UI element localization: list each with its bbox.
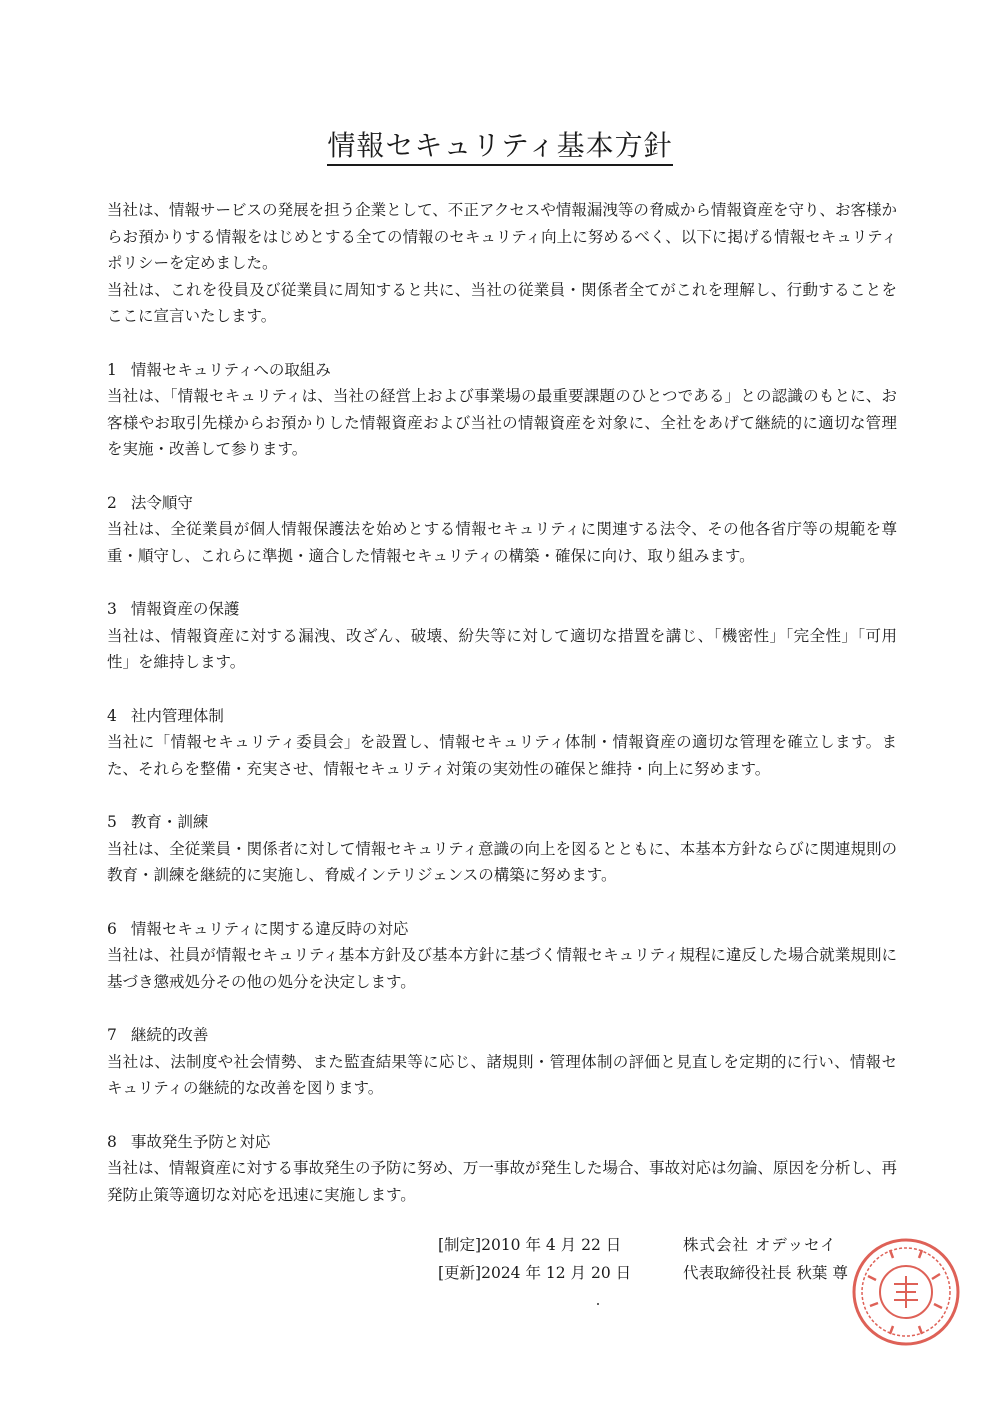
company-seal-icon	[850, 1236, 962, 1348]
section-title: 情報資産の保護	[130, 600, 240, 618]
section-title: 教育・訓練	[130, 813, 209, 831]
section-text: 当社に「情報セキュリティ委員会」を設置し、情報セキュリティ体制・情報資産の適切な管理を確立します。また、それらを整備・充実させ、情報セキュリティ対策の実効性の確保と維持・向上に努めます。	[107, 733, 897, 778]
section-text: 当社は、法制度や社会情勢、また監査結果等に応じ、諸規則・管理体制の評価と見直しを定期的に行い、情報セキュリティの継続的な改善を図ります。	[107, 1052, 897, 1097]
section-number: 6	[107, 919, 117, 938]
policy-section-2	[107, 490, 897, 570]
section-heading	[107, 809, 897, 836]
policy-section-8	[107, 1129, 897, 1209]
policy-section-1	[107, 357, 897, 463]
updated-date: [更新]2024 年 12 月 20 日	[438, 1264, 632, 1282]
section-heading	[107, 490, 897, 517]
section-heading	[107, 596, 897, 623]
section-text: 当社は、情報資産に対する事故発生の予防に努め、万一事故が発生した場合、事故対応は勿論、原因を分析し、再発防止策等適切な対応を迅速に実施します。	[107, 1159, 897, 1204]
document-body	[107, 197, 897, 1208]
representative-name: 代表取締役社長 秋葉 尊	[683, 1264, 848, 1282]
section-number: 5	[107, 813, 117, 831]
section-number: 7	[107, 1026, 117, 1044]
signature-row-established	[438, 1231, 848, 1259]
section-heading	[107, 916, 897, 943]
section-text: 当社は、社員が情報セキュリティ基本方針及び基本方針に基づく情報セキュリティ規程に違反した場合就業規則に基づき懲戒処分その他の処分を決定します。	[107, 946, 897, 991]
section-heading	[107, 1022, 897, 1049]
section-title: 法令順守	[130, 493, 193, 512]
intro	[107, 197, 897, 330]
policy-section-4	[107, 703, 897, 783]
section-number: 8	[107, 1132, 117, 1151]
policy-section-3	[107, 596, 897, 676]
policy-section-7	[107, 1022, 897, 1102]
section-number: 3	[107, 600, 117, 618]
section-title: 事故発生予防と対応	[130, 1132, 271, 1151]
signature-row-updated	[438, 1259, 848, 1287]
section-number: 2	[107, 493, 117, 512]
section-text: 当社は、全従業員が個人情報保護法を始めとする情報セキュリティに関連する法令、その他各省庁等の規範を尊重・順守し、これらに準拠・適合した情報セキュリティの構築・確保に向け、取り組みます。	[107, 520, 897, 565]
section-text: 当社は、情報資産に対する漏洩、改ざん、破壊、紛失等に対して適切な措置を講じ、「機密性」「完全性」「可用性」を維持します。	[107, 626, 897, 671]
section-heading	[107, 703, 897, 730]
company-name: 株式会社 オデッセイ	[683, 1236, 837, 1254]
established-date: [制定]2010 年 4 月 22 日	[438, 1236, 622, 1254]
section-title: 情報セキュリティに関する違反時の対応	[130, 919, 409, 938]
section-text: 当社は、全従業員・関係者に対して情報セキュリティ意識の向上を図るとともに、本基本方針ならびに関連規則の教育・訓練を継続的に実施し、脅威インテリジェンスの構築に努めます。	[107, 839, 897, 884]
section-title: 継続的改善	[130, 1026, 209, 1044]
document-title	[0, 124, 1000, 164]
section-title: 社内管理体制	[130, 706, 224, 725]
signature-block	[438, 1231, 848, 1287]
section-heading	[107, 1129, 897, 1156]
policy-section-5	[107, 809, 897, 889]
policy-section-6	[107, 916, 897, 996]
section-heading	[107, 357, 897, 384]
scan-speck	[597, 1303, 599, 1305]
intro-paragraph: 当社は、これを役員及び従業員に周知すると共に、当社の従業員・関係者全てがこれを理解し、行動することをここに宣言いたします。	[107, 280, 897, 325]
section-number: 1	[107, 360, 117, 379]
section-text: 当社は、「情報セキュリティは、当社の経営上および事業場の最重要課題のひとつである」との認識のもとに、お客様やお取引先様からお預かりした情報資産および当社の情報資産を対象に、全社をあげて継続的に適切な管理を実施・改善して参ります。	[107, 387, 897, 458]
document-title-text: 情報セキュリティ基本方針	[327, 129, 672, 166]
section-title: 情報セキュリティへの取組み	[130, 360, 331, 379]
intro-paragraph: 当社は、情報サービスの発展を担う企業として、不正アクセスや情報漏洩等の脅威から情報資産を守り、お客様からお預かりする情報をはじめとする全ての情報のセキュリティ向上に努めるべく、以下に掲げる情報セキュリティポリシーを定めました。	[107, 201, 898, 272]
section-number: 4	[107, 706, 117, 725]
